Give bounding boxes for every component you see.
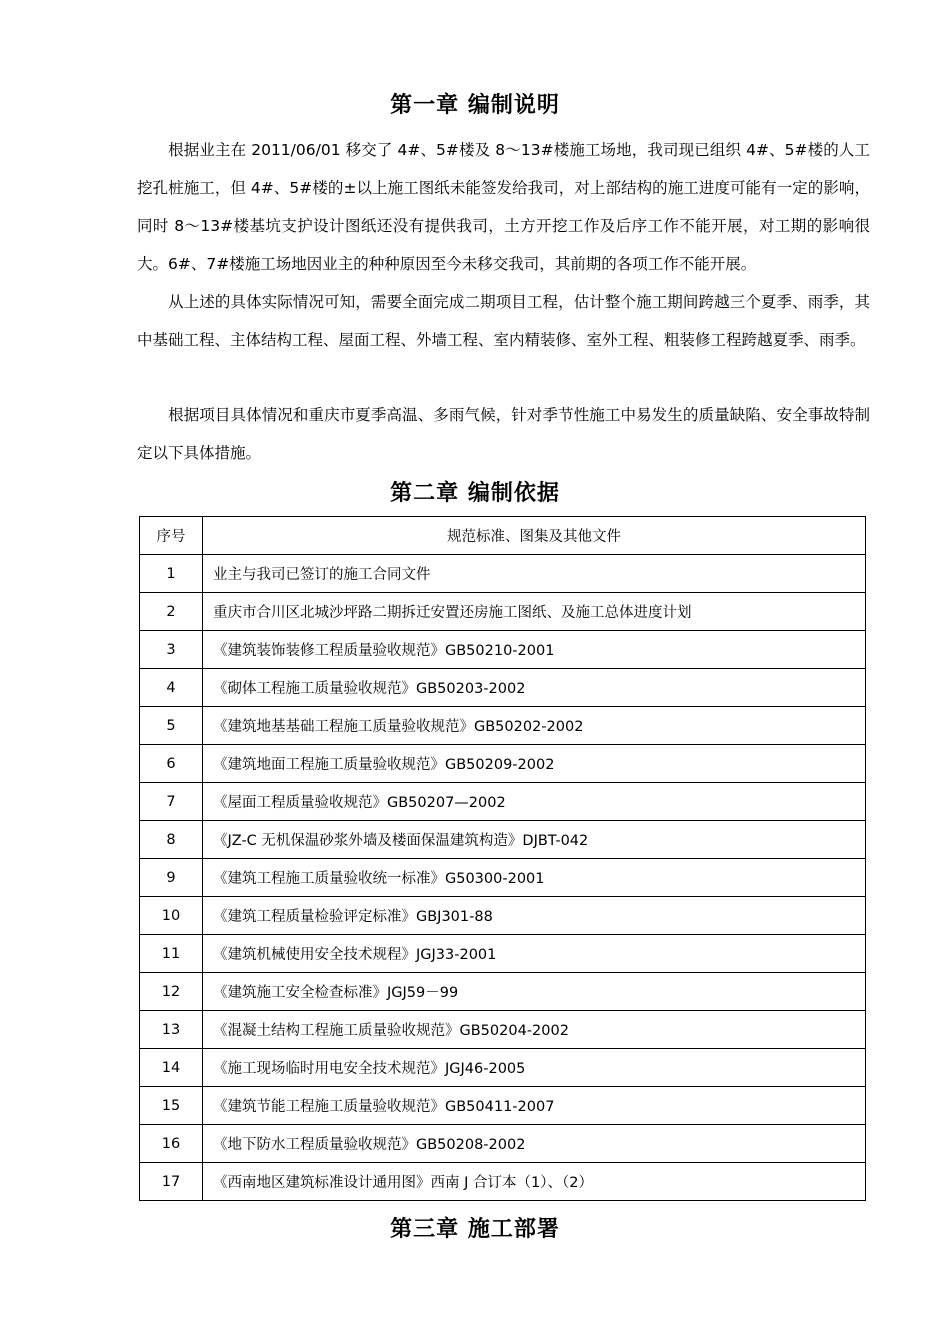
document-cell: 《建筑装饰装修工程质量验收规范》GB50210-2001 [203,631,866,669]
compilation-basis-table [139,516,866,1201]
chapter3-title: 第三章 施工部署 [390,1217,560,1242]
document-cell: 《JZ-C 无机保温砂浆外墙及楼面保温建筑构造》DJBT-042 [203,821,866,859]
header-document: 规范标准、图集及其他文件 [203,517,866,555]
table-row [140,859,866,897]
serial-number-cell: 17 [140,1163,203,1201]
serial-number-cell: 2 [140,593,203,631]
document-cell: 重庆市合川区北城沙坪路二期拆迁安置还房施工图纸、及施工总体进度计划 [203,593,866,631]
chapter1-paragraph-3 [137,396,870,472]
serial-number-cell: 6 [140,745,203,783]
header-serial-number: 序号 [140,517,203,555]
paragraph-text: 从上述的具体实际情况可知，需要全面完成二期项目工程，估计整个施工期间跨越三个夏季、雨季，其中基础工程、主体结构工程、屋面工程、外墙工程、室内精装修、室外工程、粗装修工程跨越夏季、雨季。 [137,293,870,349]
document-cell: 《建筑工程施工质量验收统一标准》G50300-2001 [203,859,866,897]
document-cell: 《建筑地面工程施工质量验收规范》GB50209-2002 [203,745,866,783]
document-cell: 《建筑施工安全检查标准》JGJ59－99 [203,973,866,1011]
table-row [140,593,866,631]
table-row [140,669,866,707]
serial-number-cell: 8 [140,821,203,859]
table-row [140,631,866,669]
serial-number-cell: 4 [140,669,203,707]
table-row [140,935,866,973]
table-row [140,821,866,859]
table-body [140,555,866,1201]
serial-number-cell: 16 [140,1125,203,1163]
serial-number-cell: 14 [140,1049,203,1087]
table-row [140,1087,866,1125]
serial-number-cell: 15 [140,1087,203,1125]
serial-number-cell: 12 [140,973,203,1011]
table-row [140,973,866,1011]
document-cell: 《西南地区建筑标准设计通用图》西南 J 合订本（1）、（2） [203,1163,866,1201]
serial-number-cell: 10 [140,897,203,935]
serial-number-cell: 13 [140,1011,203,1049]
document-cell: 《砌体工程施工质量验收规范》GB50203-2002 [203,669,866,707]
paragraph-text: 根据项目具体情况和重庆市夏季高温、多雨气候，针对季节性施工中易发生的质量缺陷、安全事故特制定以下具体措施。 [137,406,870,462]
document-cell: 《建筑工程质量检验评定标准》GBJ301-88 [203,897,866,935]
serial-number-cell: 7 [140,783,203,821]
chapter1-title: 第一章 编制说明 [390,93,560,118]
document-cell: 《屋面工程质量验收规范》GB50207—2002 [203,783,866,821]
paragraph-text: 根据业主在 2011/06/01 移交了 4#、5#楼及 8～13#楼施工场地，我司现已组织 4#、5#楼的人工挖孔桩施工，但 4#、5#楼的±以上施工图纸未能签发给我司，对上部结构的施工进度可能有一定的影响，同时 8～13#楼基坑支护设计图纸还没有提供我司，土方开挖工作及后序工作不能开展，对工期的影响很大。6#、7#楼施工场地因业主的种种原因至今未移交我司，其前期的各项工作不能开展。 [137,141,870,273]
table-row [140,1049,866,1087]
document-cell: 《建筑机械使用安全技术规程》JGJ33-2001 [203,935,866,973]
serial-number-cell: 3 [140,631,203,669]
document-cell: 《混凝土结构工程施工质量验收规范》GB50204-2002 [203,1011,866,1049]
table-row [140,1163,866,1201]
chapter1-paragraph-1 [137,131,870,283]
chapter2-title: 第二章 编制依据 [390,481,560,506]
table-row [140,555,866,593]
table-row [140,897,866,935]
serial-number-cell: 9 [140,859,203,897]
chapter1-paragraph-2 [137,283,870,359]
serial-number-cell: 11 [140,935,203,973]
table-row [140,783,866,821]
document-cell: 业主与我司已签订的施工合同文件 [203,555,866,593]
document-cell: 《建筑节能工程施工质量验收规范》GB50411-2007 [203,1087,866,1125]
table-row [140,1011,866,1049]
table-row [140,745,866,783]
serial-number-cell: 5 [140,707,203,745]
table-header-row [140,517,866,555]
document-cell: 《施工现场临时用电安全技术规范》JGJ46-2005 [203,1049,866,1087]
serial-number-cell: 1 [140,555,203,593]
document-cell: 《建筑地基基础工程施工质量验收规范》GB50202-2002 [203,707,866,745]
table-row [140,707,866,745]
document-cell: 《地下防水工程质量验收规范》GB50208-2002 [203,1125,866,1163]
table-row [140,1125,866,1163]
